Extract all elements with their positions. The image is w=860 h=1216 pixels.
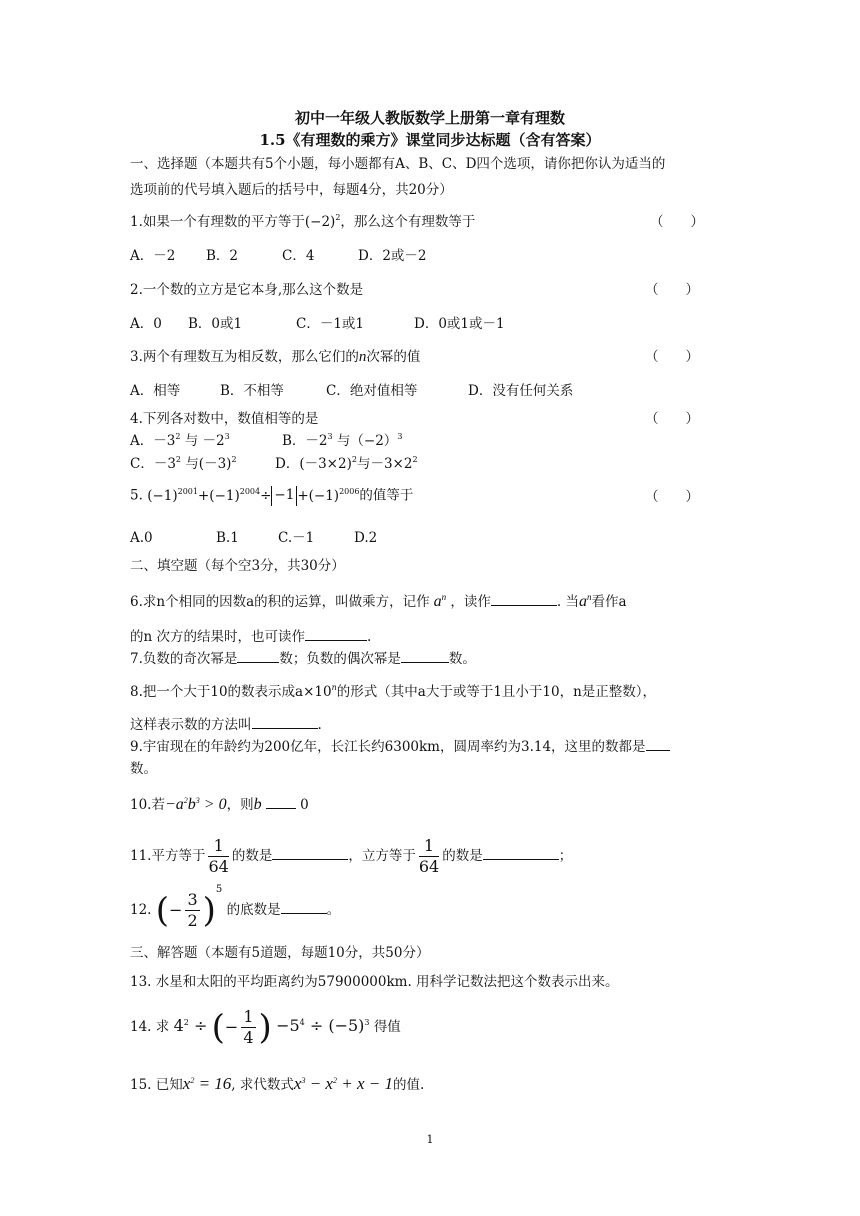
q4-option-b: B．$-2^3$ 与$(-2)^3$ [282, 432, 403, 449]
q5-option-c: C.－1 [278, 530, 315, 546]
q15: 15. 已知$x^2 = 16$, 求代数式$x^3 - x^2 + x - 1$的值. [130, 1074, 425, 1093]
q6-blank-1[interactable] [491, 605, 557, 606]
q11-blank-2[interactable] [483, 859, 559, 860]
q7: 7.负数的奇次幂是 数；负数的偶次幂是 数。 [130, 651, 476, 667]
q3-option-a: A．相等 [130, 383, 181, 399]
q1-option-b: B．2 [206, 248, 239, 264]
q2-option-b: B．0或1 [188, 316, 243, 332]
q4-option-c: C．$-3^2$ 与$(-3)^2$ [130, 455, 237, 472]
page-number: 1 [426, 1133, 434, 1146]
title-line-1: 初中一年级人教版数学上册第一章有理数 [294, 109, 565, 127]
q9-line-2: 数。 [130, 761, 157, 777]
q12-right-paren: ) [202, 890, 216, 931]
q6-a-n-2: $a^n$ [579, 592, 592, 610]
q13: 13. 水星和太阳的平均距离约为57900000km. 用科学记数法把这个数表示出来。 [130, 974, 619, 990]
q5-option-b: B.1 [216, 530, 239, 546]
q3-option-c: C．绝对值相等 [326, 383, 418, 399]
q5-option-a: A.0 [130, 530, 153, 546]
q4-stem: 4.下列各对数中，数值相等的是 [130, 411, 319, 427]
q2-stem: 2.一个数的立方是它本身,那么这个数是 [130, 282, 364, 298]
q1-option-d: D．2或－2 [358, 248, 427, 264]
q11-fraction-2: $\frac{1}{64}$ [418, 836, 440, 876]
q1-stem-a: 1.如果一个有理数的平方等于(−2) [130, 214, 336, 230]
q4-answer-paren: （ ） [645, 411, 699, 427]
q14-expression: $4^2$ ÷ [173, 1016, 208, 1035]
q1-answer-paren: （ ） [650, 214, 704, 230]
title-line-2: 1.5《有理数的乘方》课堂同步达标题（含有答案） [259, 131, 601, 149]
q15-condition: $x^2 = 16$ [182, 1074, 232, 1093]
q3-option-b: B．不相等 [220, 383, 284, 399]
q7-blank-2[interactable] [401, 662, 449, 663]
q3-stem-b: 次幂的值 [366, 349, 421, 365]
q2-option-a: A．0 [130, 316, 162, 332]
q11: 11.平方等于 $\frac{1}{64}$ 的数是 ，立方等于 $\frac{1}{64}$ 的数是 ； [130, 836, 573, 876]
q4-option-a: A．$-3^2$ 与 $-2^3$ [130, 432, 230, 449]
q5-option-d: D.2 [354, 530, 378, 546]
q3-answer-paren: （ ） [645, 349, 699, 365]
q1-option-c: C．4 [282, 248, 315, 264]
q5-abs-bars: −1 [271, 486, 297, 506]
q15-expression: $x^3 - x^2 + x - 1$ [293, 1074, 393, 1093]
q5-stem [130, 486, 413, 506]
q5-expression: $(-1)^{2001}+(-1)^{2004}\div -1 +(-1)^{2006}$ [147, 488, 359, 504]
q11-fraction-1: $\frac{1}{64}$ [208, 836, 229, 876]
q10-expression: $-a^2b^3 > 0$ [164, 796, 227, 813]
q6-a-n: $a^n$ [433, 592, 447, 610]
q3-n: n [358, 349, 367, 365]
q12: 12. (− $\frac{3}{2}$ )$^5$ 的底数是 。 [130, 884, 341, 931]
q1-option-a: A．－2 [130, 248, 176, 264]
q1-stem [130, 213, 475, 231]
q5-stem-tail: 的值等于 [359, 487, 414, 504]
section2-heading: 二、填空题（每个空3分，共30分） [130, 558, 345, 574]
q3-option-d: D．没有任何关系 [468, 383, 574, 399]
q14-fraction: $\frac{1}{4}$ [243, 1007, 254, 1047]
section3-heading: 三、解答题（本题有5道题，每题10分，共50分） [130, 945, 430, 961]
q1-stem-b: ，那么这个有理数等于 [340, 214, 476, 230]
q2-option-d: D．0或1或－1 [414, 316, 505, 332]
section1-heading-cont: 选项前的代号填入题后的括号中，每题4分，共20分） [130, 182, 453, 198]
q2-option-c: C．－1或1 [296, 316, 365, 332]
q12-blank[interactable] [281, 913, 327, 914]
q9-line-1: 9.宇宙现在的年龄约为200亿年，长江长约6300km，圆周率约为3.14，这里的数都是 [130, 738, 670, 756]
q11-blank-1[interactable] [272, 859, 348, 860]
q3-stem [130, 348, 420, 366]
q9-blank[interactable] [646, 750, 670, 751]
q12-left-paren: ( [155, 890, 170, 931]
q6-line-1: 6.求n个相同的因数a的积的运算，叫做乘方，记作 $a^n$ ，读作 . 当$a^n$看作a [130, 592, 627, 610]
q4-option-d: D．$(-3\times 2)^2$与$-3\times 2^2$ [275, 455, 418, 472]
q3-stem-a: 3.两个有理数互为相反数，那么它们的 [130, 349, 359, 365]
q2-answer-paren: （ ） [645, 282, 699, 298]
q8-line-1: 8.把一个大于10的数表示成$a\times 10^n$的形式（其中a大于或等于1且小于10，n是正整数）， [130, 683, 657, 700]
q7-blank-1[interactable] [237, 662, 279, 663]
section1-heading: 一、选择题（本题共有5个小题，每小题都有A、B、C、D四个选项，请你把你认为适当的 [130, 156, 666, 172]
q10-blank[interactable] [266, 808, 296, 809]
q8-blank[interactable] [252, 728, 318, 729]
q5-answer-paren: （ ） [645, 489, 699, 505]
q10-var-b: b [253, 796, 262, 813]
q12-fraction: $\frac{3}{2}$ [187, 890, 198, 930]
q1-sup: 2 [335, 213, 341, 222]
q6-line-2: 的n 次方的结果时，也可读作 . [130, 629, 372, 645]
q6-blank-2[interactable] [305, 640, 367, 641]
q14: 14. 求 $4^2$ ÷ (− $\frac{1}{4}$ ) $-5^4 \div (-5)^3$ 得值 [130, 1007, 401, 1048]
q5-num: 5. [130, 487, 143, 504]
q10: 10.若$-a^2b^3 > 0$，则b 0 [130, 796, 309, 813]
q8-line-2: 这样表示数的方法叫 . [130, 717, 322, 733]
